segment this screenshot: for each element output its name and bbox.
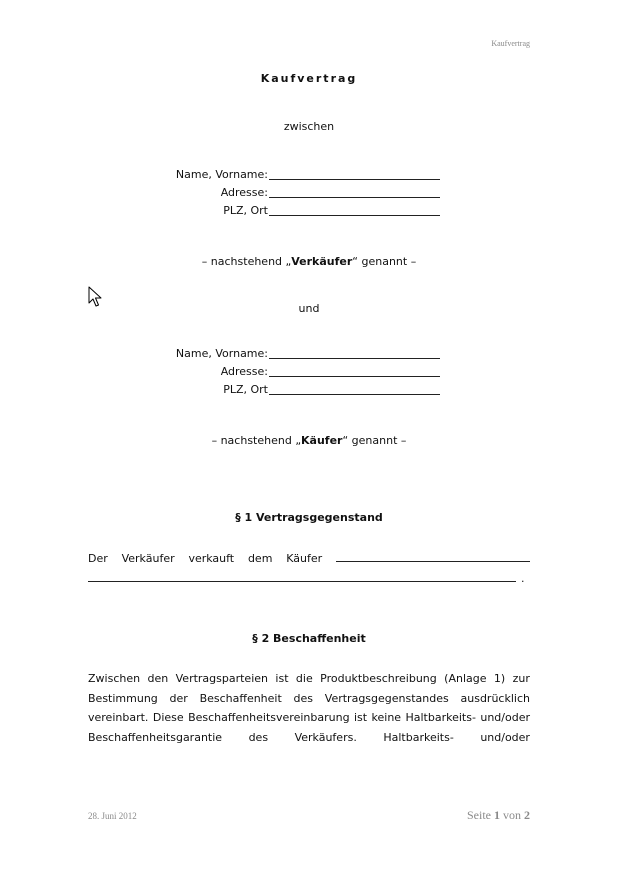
word: die xyxy=(295,672,313,685)
seller-city-field[interactable] xyxy=(130,204,440,218)
word: des xyxy=(248,730,269,744)
word: zur xyxy=(512,672,530,685)
object-fill-in-line[interactable] xyxy=(88,571,516,582)
field-label: Adresse: xyxy=(220,365,268,378)
word: der xyxy=(169,691,188,705)
word: vereinbart. xyxy=(88,711,149,724)
paragraph-line xyxy=(88,571,530,585)
section-1-paragraph xyxy=(88,551,530,585)
buyer-designation xyxy=(0,434,618,447)
buyer-city-field[interactable] xyxy=(130,383,440,397)
designation-role: Verkäufer xyxy=(291,255,353,268)
designation-prefix: – nachstehend „ xyxy=(211,434,302,447)
buyer-name-field[interactable] xyxy=(130,347,440,361)
designation-role: Käufer xyxy=(301,434,343,447)
footer-page-number xyxy=(467,808,530,823)
mouse-pointer-icon xyxy=(88,286,102,308)
word: keine xyxy=(371,711,402,724)
word: des xyxy=(293,691,314,705)
field-label: PLZ, Ort xyxy=(223,204,268,217)
word: Beschaffenheit xyxy=(199,691,282,705)
field-label: Name, Vorname: xyxy=(175,168,268,181)
word: ist xyxy=(275,672,289,685)
word: Vertragsparteien xyxy=(175,672,268,685)
fill-in-line xyxy=(269,215,440,216)
fill-in-line xyxy=(269,394,440,395)
word: 1) xyxy=(493,672,506,685)
fill-in-line xyxy=(269,358,440,359)
word: Der xyxy=(88,552,108,565)
word: Beschaffenheitsgarantie xyxy=(88,730,223,744)
word: und/oder xyxy=(480,730,530,744)
document-title: Kaufvertrag xyxy=(260,72,358,85)
und-text: und xyxy=(298,302,320,315)
fill-in-line xyxy=(269,376,440,377)
word: (Anlage xyxy=(444,672,487,685)
section-2-paragraph xyxy=(88,669,530,747)
paragraph-line xyxy=(88,689,530,709)
period: . xyxy=(521,572,525,585)
page-total: 2 xyxy=(524,808,530,822)
word: Produktbeschreibung xyxy=(320,672,437,685)
word: dem xyxy=(247,552,273,565)
field-label: Adresse: xyxy=(220,186,268,199)
word: Haltbarkeits- xyxy=(383,730,454,744)
zwischen-text: zwischen xyxy=(283,120,335,133)
seller-designation xyxy=(0,255,618,268)
section-2-title: § 2 Beschaffenheit xyxy=(252,632,366,645)
word: Verkäufer xyxy=(121,552,175,565)
paragraph-line xyxy=(88,708,530,728)
word: Verkäufers. xyxy=(294,730,357,744)
word: ist xyxy=(353,711,368,724)
designation-suffix: “ genannt – xyxy=(342,434,407,447)
word: Bestimmung xyxy=(88,691,158,705)
page-header-title: Kaufvertrag xyxy=(491,39,530,48)
word: Diese xyxy=(152,711,184,724)
word: Zwischen xyxy=(88,672,141,685)
word: Beschaffenheitsvereinbarung xyxy=(188,711,350,724)
field-label: Name, Vorname: xyxy=(175,347,268,360)
word: den xyxy=(147,672,169,685)
paragraph-line xyxy=(88,669,530,689)
word: Haltbarkeits- xyxy=(405,711,476,724)
paragraph-line xyxy=(88,551,530,565)
word: verkauft xyxy=(188,552,235,565)
seller-address-field[interactable] xyxy=(130,186,440,200)
word: und/oder xyxy=(480,711,530,724)
section-1-title: § 1 Vertragsgegenstand xyxy=(235,511,383,524)
designation-prefix: – nachstehend „ xyxy=(201,255,292,268)
paragraph-line xyxy=(88,728,530,748)
seller-name-field[interactable] xyxy=(130,168,440,182)
designation-suffix: “ genannt – xyxy=(352,255,417,268)
object-fill-in-line[interactable] xyxy=(336,551,530,562)
page-current: 1 xyxy=(494,808,500,822)
word: Käufer xyxy=(286,552,323,565)
fill-in-line xyxy=(269,179,440,180)
footer-date: 28. Juni 2012 xyxy=(88,811,137,821)
page-prefix: Seite xyxy=(467,808,494,822)
page-mid: von xyxy=(500,808,524,822)
word: ausdrücklich xyxy=(460,691,530,705)
word: Vertragsgegenstandes xyxy=(324,691,449,705)
fill-in-line xyxy=(269,197,440,198)
field-label: PLZ, Ort xyxy=(223,383,268,396)
buyer-address-field[interactable] xyxy=(130,365,440,379)
